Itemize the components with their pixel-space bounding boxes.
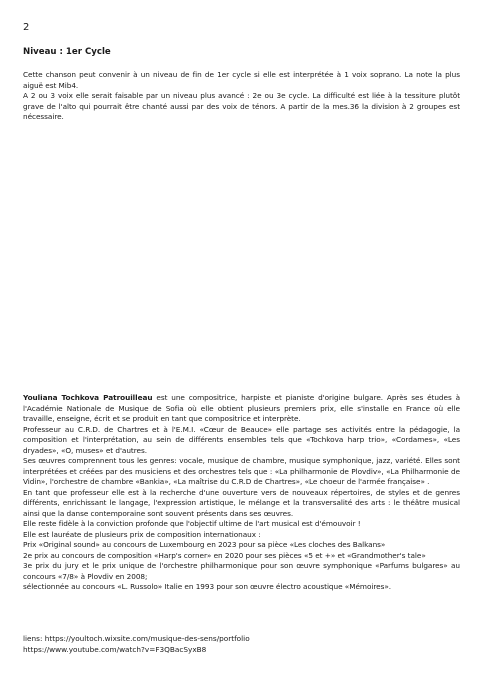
intro-paragraph-2: A 2 ou 3 voix elle serait faisable par un niveau plus avancé : 2e ou 3e cycle. La difficulté est liée à la tessiture plutôt grave de l'alto qui pourrait être chanté aussi par des voix de ténors. A partir de la mes.36 la division à 2 groupes est nécessaire.	[23, 91, 460, 121]
composer-biography	[23, 393, 460, 593]
award-item-3: 3e prix du jury et le prix unique de l'orchestre philharmonique pour son œuvre symphonique «Parfums bulgares» au concours «7/8» à Plovdiv en 2008;	[23, 561, 460, 581]
portfolio-link[interactable]: liens: https://youltoch.wixsite.com/musique-des-sens/portfolio	[23, 634, 250, 643]
bio-paragraph-4: En tant que professeur elle est à la recherche d'une ouverture vers de nouveaux répertoires, de styles et de genres différents, enrichissant le langage, l'expression artistique, le mélange et la transversalité des arts : le théâtre musical ainsi que la danse contemporaine sont souvent présents dans ses œuvres.	[23, 487, 460, 518]
bio-paragraph-2: Professeur au C.R.D. de Chartres et à l'E.M.I. «Cœur de Beauce» elle partage ses activités entre la pédagogie, la composition et l'interprétation, au sein de différents ensembles tels que «Tochkova harp trio», «Cordames», «Les dryades», «O, muses» et d'autres.	[23, 424, 460, 455]
bio-intro-text: est une compositrice, harpiste et pianiste d'origine bulgare. Après ses études à l'Académie Nationale de Musique de Sofia où elle obtient plusieurs premiers prix, elle s'installe en France où elle travaille, enseigne, écrit et se produit en tant que compositrice et interprète.	[23, 393, 460, 423]
bio-paragraph-1	[23, 393, 460, 425]
bio-paragraph-6: Elle est lauréate de plusieurs prix de composition internationaux :	[23, 529, 261, 539]
bio-paragraph-5: Elle reste fidèle à la conviction profonde que l'objectif ultime de l'art musical est d'émouvoir !	[23, 519, 361, 528]
award-item-1: Prix «Original sound» au concours de Luxembourg en 2023 pour sa pièce «Les cloches des Balkans»	[23, 540, 386, 549]
page-number: 2	[23, 22, 30, 33]
bio-paragraph-3: Ses œuvres comprennent tous les genres: vocale, musique de chambre, musique symphonique, jazz, variété. Elles sont interprétées et créées par des musiciens et des orchestres tels que : «La philharmonie de Plovdiv», «La Philharmonie de Vidin», l'orchestre de chambre «Bankia», «La maîtrise du C.R.D de Chartres», «Le choeur de l'armée française» .	[23, 456, 460, 486]
award-item-2: 2e prix au concours de composition «Harp's corner» en 2020 pour ses pièces «5 et +» et «Grandmother's tale»	[23, 550, 426, 560]
links-section	[23, 634, 250, 655]
youtube-link[interactable]: https://www.youtube.com/watch?v=F3QBacSyxB8	[23, 644, 207, 654]
intro-paragraph-1: Cette chanson peut convenir à un niveau de fin de 1er cycle si elle est interprétée à 1 voix soprano. La note la plus aiguë est Mib4.	[23, 70, 460, 90]
level-heading: Niveau : 1er Cycle	[23, 47, 111, 57]
award-item-4: sélectionnée au concours «L. Russolo» Italie en 1993 pour son œuvre électro acoustique «Mémoires».	[23, 582, 392, 591]
composer-name: Youliana Tochkova Patrouilleau	[23, 393, 153, 402]
